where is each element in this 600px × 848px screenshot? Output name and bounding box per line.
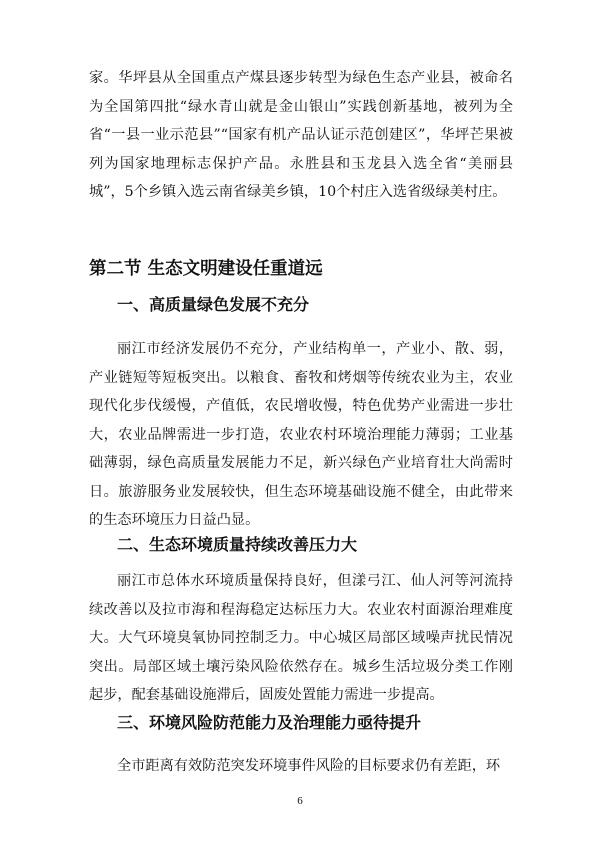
page-number: 6 — [297, 795, 303, 807]
subheading-3: 三、环境风险防范能力及治理能力亟待提升 — [117, 713, 422, 732]
section-title: 第二节 生态文明建设任重道远 — [89, 259, 323, 279]
subheading-2: 二、生态环境质量持续改善压力大 — [117, 535, 358, 554]
paragraph-1: 丽江市经济发展仍不充分，产业结构单一，产业小、散、弱，产业链短等短板突出。以粮食、畜牧和烤烟等传统农业为主，农业现代化步伐缓慢，产值低，农民增收慢，特色优势产业需进一步壮大，农业品牌需进一步打造，农业农村环境治理能力薄弱；工业基础薄弱，绿色高质量发展能力不足，新兴绿色产业培育壮大尚需时日。旅游服务业发展较快，但生态环境基础设施不健全，由此带来的生态环境压力日益凸显。 — [89, 341, 513, 528]
paragraph-continued: 家。华坪县从全国重点产煤县逐步转型为绿色生态产业县，被命名为全国第四批“绿水青山就是金山银山”实践创新基地，被列为全省“一县一业示范县”“国家有机产品认证示范创建区”，华坪芒果被列为国家地理标志保护产品。永胜县和玉龙县入选全省“美丽县城”，5个乡镇入选云南省绿美乡镇，10个村庄入选省级绿美村庄。 — [89, 70, 513, 200]
subheading-1: 一、高质量绿色发展不充分 — [117, 295, 310, 314]
paragraph-2: 丽江市总体水环境质量保持良好，但漾弓江、仙人河等河流持续改善以及拉市海和程海稳定达标压力大。农业农村面源治理难度大。大气环境臭氧协同控制乏力。中心城区局部区域噪声扰民情况突出。局部区域土壤污染风险依然存在。城乡生活垃圾分类工作刚起步，配套基础设施滞后，固废处置能力需进一步提高。 — [89, 573, 513, 703]
paragraph-3: 全市距离有效防范突发环境事件风险的目标要求仍有差距，环 — [117, 758, 501, 774]
